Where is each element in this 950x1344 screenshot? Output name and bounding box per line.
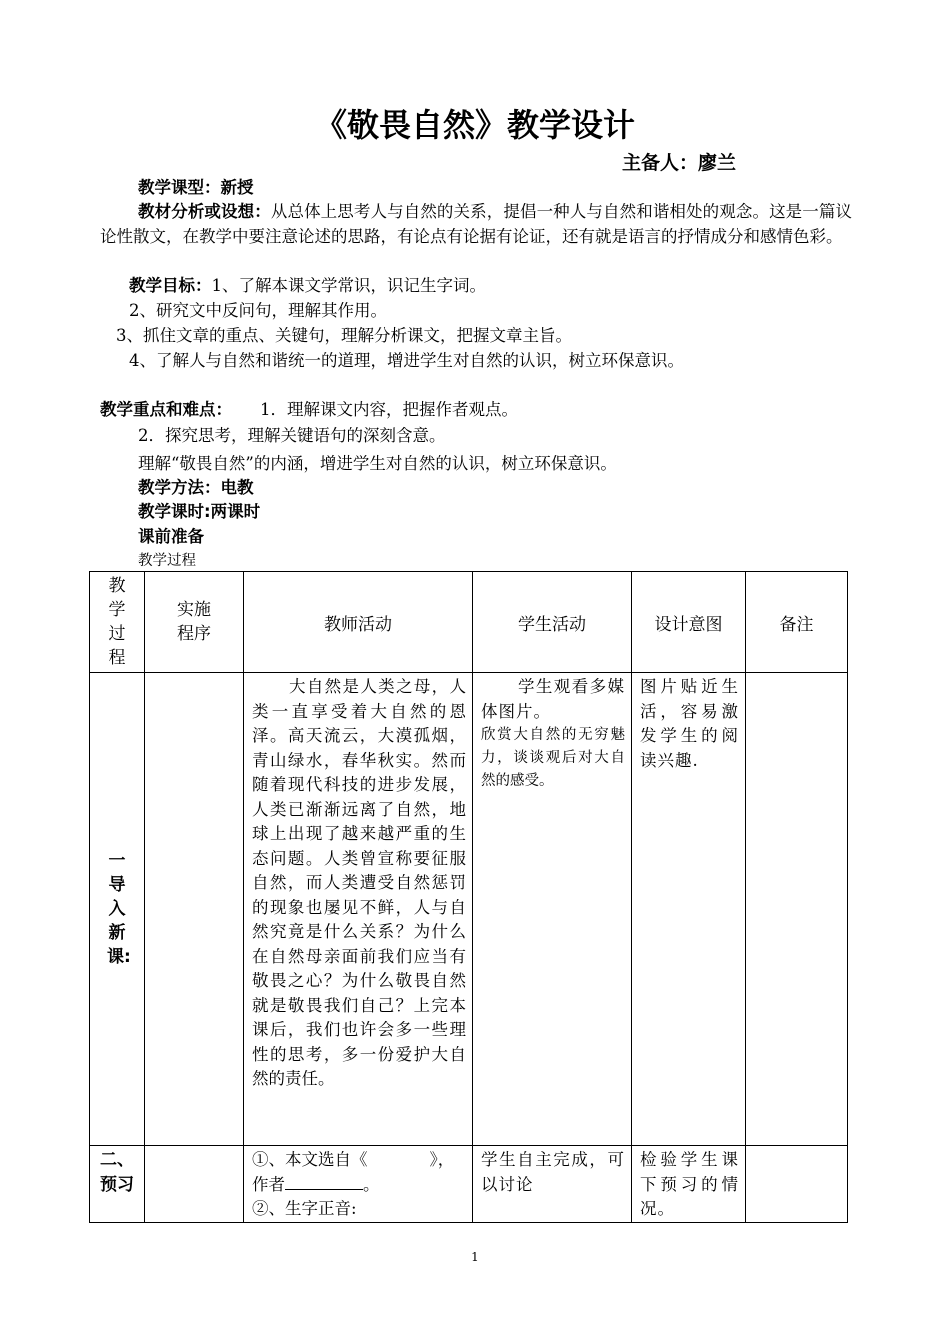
lesson-process-table (89, 571, 848, 1223)
page-number: 1 (471, 1250, 479, 1264)
analysis-label: 教材分析或设想： (138, 202, 271, 221)
key-point-2: 2．探究思考，理解关键语句的深刻含意。 (138, 426, 446, 445)
student-activity-cell (473, 1146, 632, 1223)
objective-1: 1、了解本课文学常识，识记生字词。 (211, 276, 486, 295)
header-procedure: 实施程序 (145, 572, 244, 673)
student-activity-cell (473, 673, 632, 1146)
objectives-line-1 (129, 272, 486, 296)
key-points-label: 教学重点和难点： (100, 400, 232, 419)
hours-value: :两课时 (204, 502, 261, 521)
student-activity-text-2: 欣赏大自然的无穷魅力，谈谈观后对大自然的感受。 (481, 727, 625, 789)
teacher-activity-cell (244, 1146, 473, 1223)
hours-label: 教学课时 (138, 502, 204, 521)
design-intent-text: 检验学生课下预习的情况。 (640, 1150, 739, 1218)
design-intent-cell (632, 673, 746, 1146)
author-line: 主备人：廖兰 (622, 152, 737, 174)
answer-blank[interactable] (285, 1175, 363, 1190)
teacher-activity-text: 大自然是人类之母，人类一直享受着大自然的恩泽。高天流云，大漠孤烟，青山绿水，春华秋实。然而随着现代科技的进步发展，人类已渐渐远离了自然，地球上出现了越来越严重的生态问题。人类曾宣称要征服自然，而人类遭受自然惩罚的现象也屡见不鲜，人与自然究竟是什么关系？为什么在自然母亲面前我们应当有敬畏之心？为什么敬畏自然就是敬畏我们自己？上完本课后，我们也许会多一些理性的思考，多一份爱护大自然的责任。 (252, 677, 466, 1088)
teacher-activity-cell (244, 673, 473, 1146)
table-header-row (90, 572, 848, 673)
lesson-type-label: 教学课型： (138, 178, 221, 197)
preview-question-1: ①、本文选自《 》， (252, 1150, 455, 1169)
key-point-3: 理解“敬畏自然”的内涵，增进学生对自然的认识，树立环保意识。 (138, 454, 617, 473)
analysis-paragraph (100, 199, 852, 249)
method-label: 教学方法： (138, 478, 221, 497)
header-design-intent: 设计意图 (632, 572, 746, 673)
procedure-cell (145, 1146, 244, 1223)
lesson-type-value: 新授 (220, 178, 254, 197)
objective-2: 2、研究文中反问句，理解其作用。 (129, 301, 387, 320)
stage-cell (90, 1146, 145, 1223)
method-value: 电教 (220, 478, 254, 497)
header-process: 教学过程 (90, 572, 145, 673)
preview-question-2: ②、生字正音: (252, 1199, 357, 1218)
table-row (90, 673, 848, 1146)
objective-3: 3、抓住文章的重点、关键句，理解分析课文，把握文章主旨。 (116, 326, 572, 345)
analysis-text: 从总体上思考人与自然的关系，提倡一种人与自然和谐相处的观念。这是一篇议论性散文，在教学中要注意论述的思路，有论点有论据有论证，还有就是语言的抒情成分和感情色彩。 (100, 202, 853, 246)
prep-heading: 课前准备 (138, 527, 204, 546)
hours-line (138, 498, 260, 522)
notes-cell (746, 673, 848, 1146)
design-intent-cell (632, 1146, 746, 1223)
objectives-label: 教学目标： (129, 276, 212, 295)
header-teacher-activity: 教师活动 (244, 572, 473, 673)
key-points-line-1 (100, 396, 518, 420)
procedure-cell (145, 673, 244, 1146)
header-notes: 备注 (746, 572, 848, 673)
table-row (90, 1146, 848, 1223)
stage-label: 一导入新课: (107, 851, 131, 967)
design-intent-text: 图片贴近生活，容易激发学生的阅读兴趣. (640, 677, 739, 770)
student-activity-text-1: 学生观看多媒体图片。 (481, 677, 625, 721)
stage-cell (90, 673, 145, 1146)
header-student-activity: 学生活动 (473, 572, 632, 673)
key-point-1: 1．理解课文内容，把握作者观点。 (260, 400, 518, 419)
page-title: 《敬畏自然》教学设计 (314, 106, 635, 144)
process-label: 教学过程 (138, 553, 196, 569)
method-line (138, 474, 254, 498)
preview-question-author: 作者 。 (252, 1174, 380, 1194)
stage-label: 二、预习 (100, 1150, 134, 1195)
objective-4: 4、了解人与自然和谐统一的道理，增进学生对自然的认识，树立环保意识。 (129, 351, 684, 370)
lesson-type (138, 174, 254, 198)
notes-cell (746, 1146, 848, 1223)
student-activity-text: 学生自主完成，可以讨论 (481, 1150, 625, 1194)
